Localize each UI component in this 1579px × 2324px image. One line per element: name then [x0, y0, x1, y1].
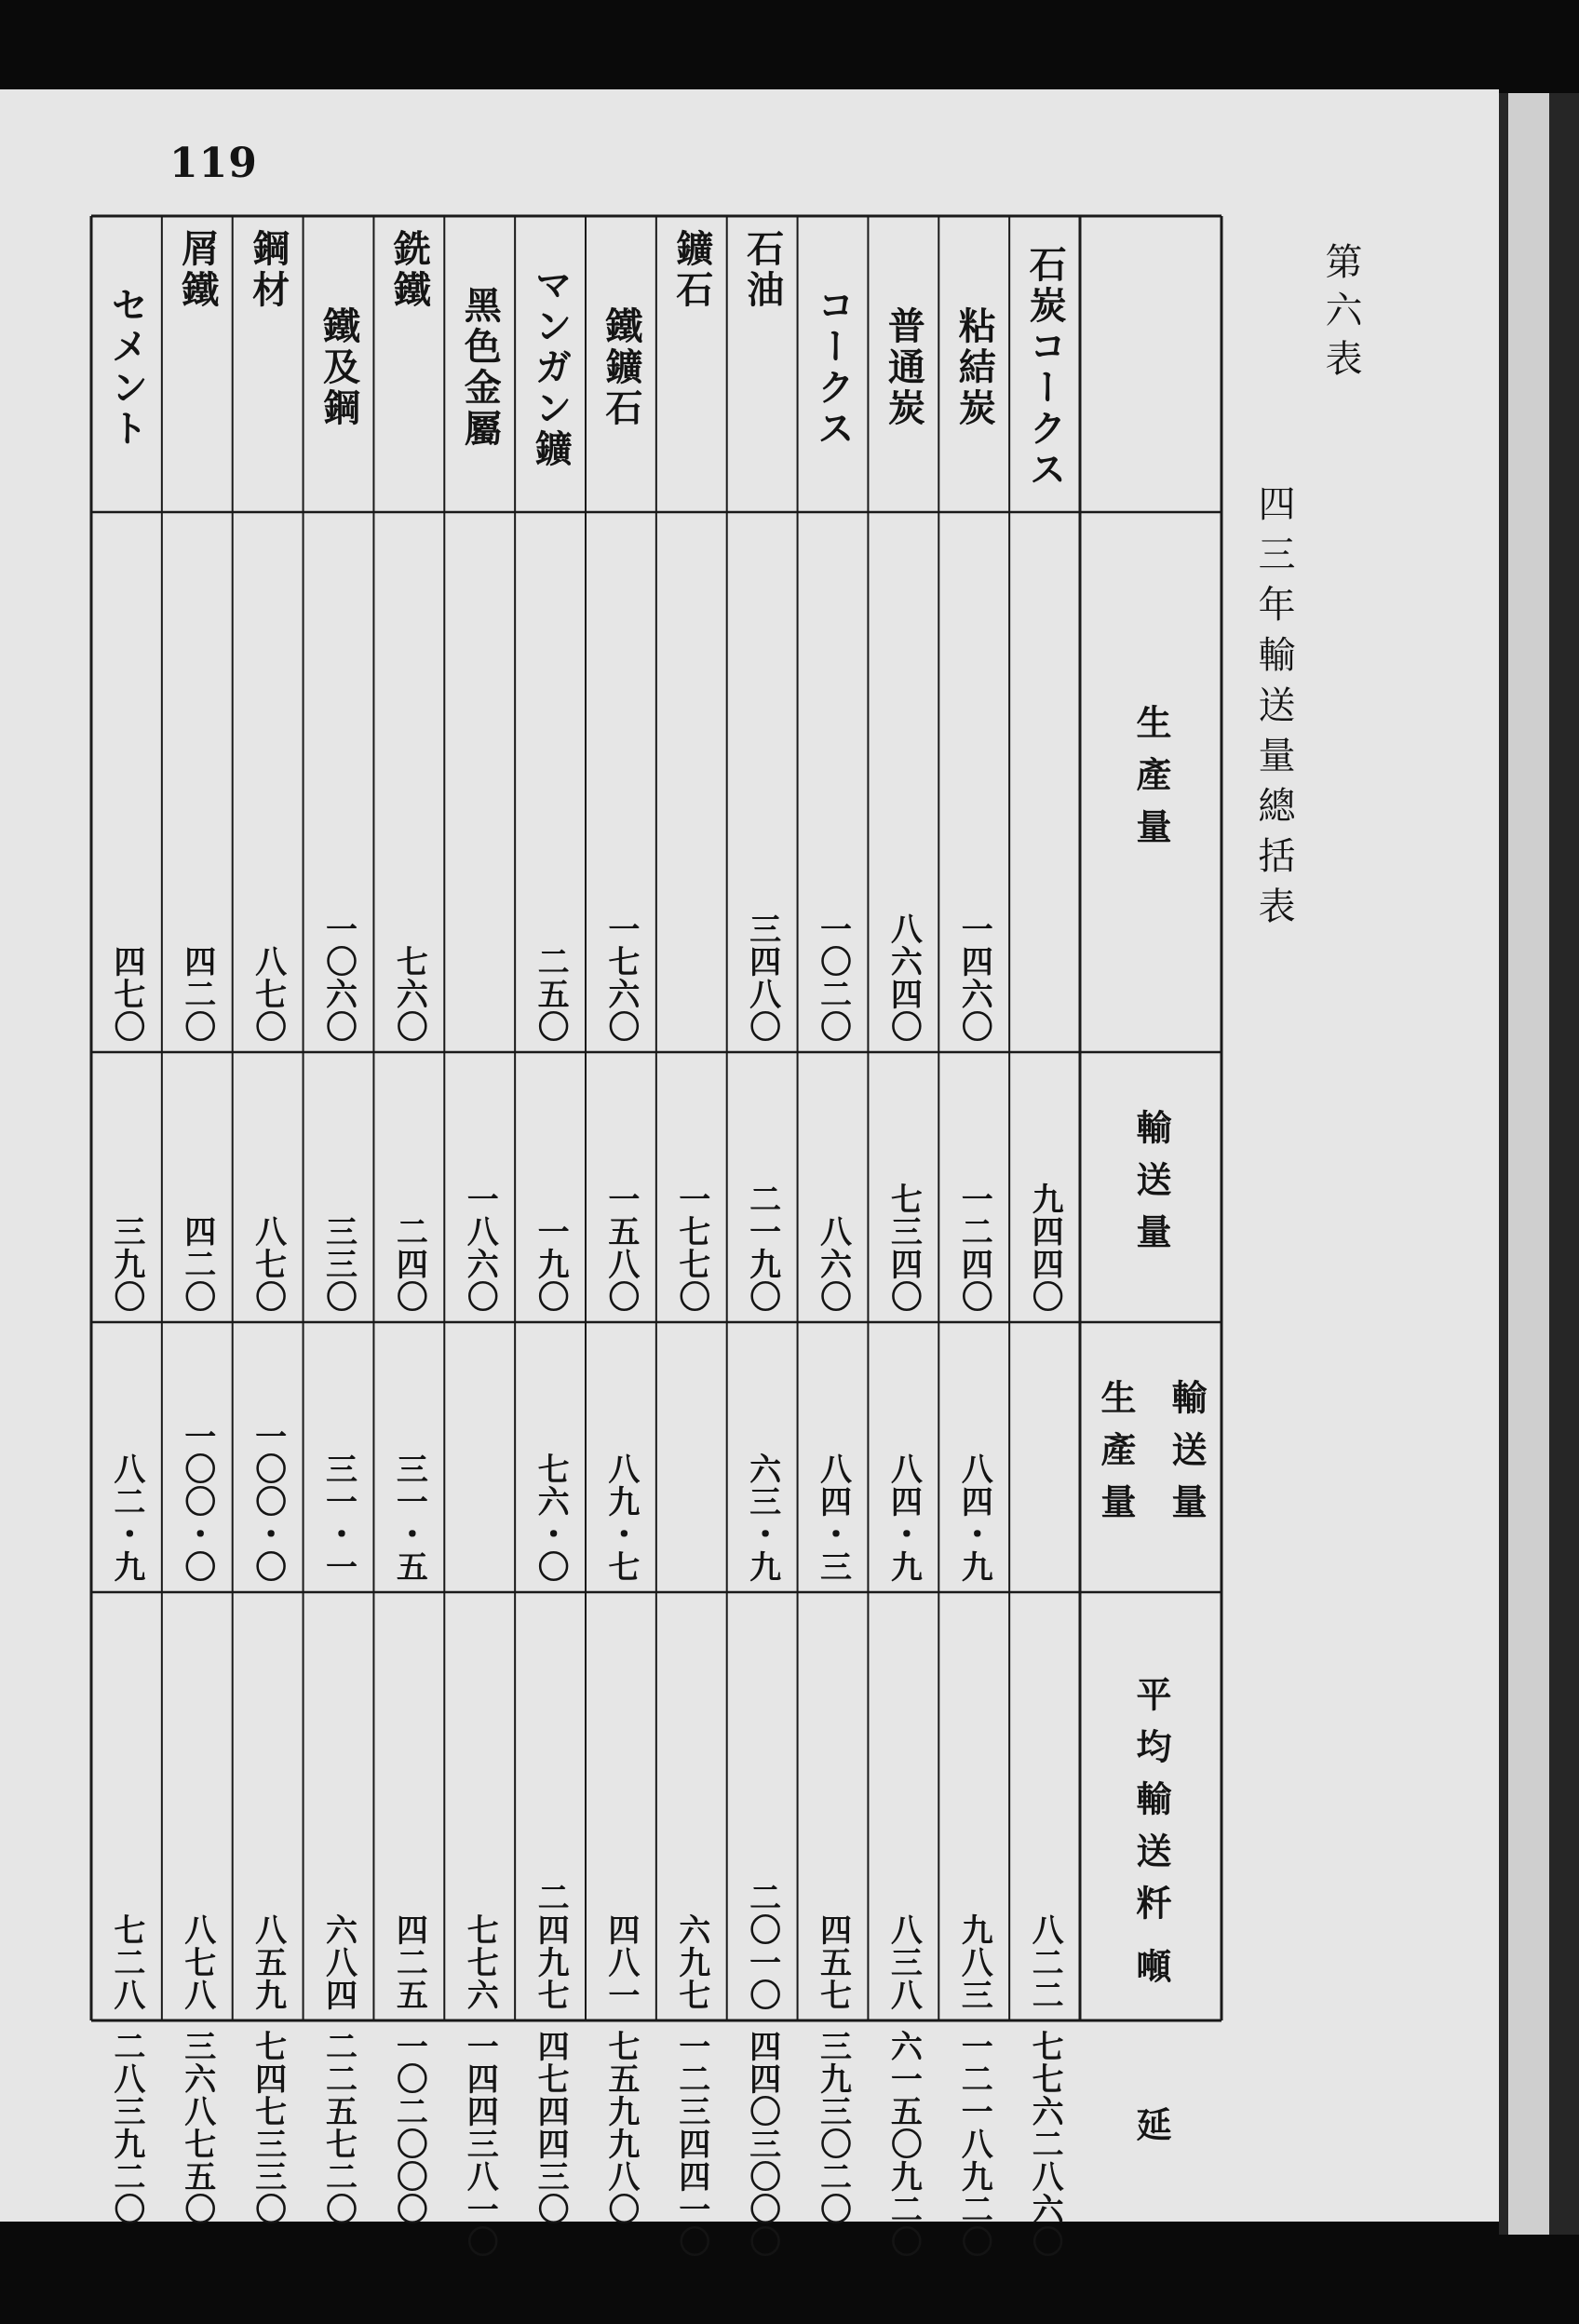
- cell-ton-km: 四四〇三〇〇〇: [743, 2030, 781, 2258]
- header-ton-km: 延: [1130, 2106, 1172, 2158]
- cell-production: [444, 521, 515, 1043]
- cell-distance: 二四九七: [532, 1881, 570, 2011]
- cell-ton-km: 六一五〇九二〇: [884, 2030, 923, 2258]
- cell-ton-km: 二二五七二〇: [319, 2030, 358, 2225]
- cell-distance: 四二五: [390, 1913, 428, 2011]
- cell-production: [656, 521, 727, 1043]
- item-name: セメント: [104, 286, 149, 450]
- cell-ratio: 八四・九: [955, 1452, 993, 1583]
- cell-transport: 一二四〇: [955, 1182, 993, 1313]
- item-name: コークス: [811, 286, 856, 450]
- cell-ratio: 三一・五: [390, 1452, 428, 1583]
- header-average-distance: 平均輸送粁: [1130, 1676, 1172, 1937]
- cell-ratio: 一〇〇・〇: [249, 1420, 287, 1583]
- cell-distance: 八五九: [249, 1913, 287, 2011]
- cell-ton-km: 七七六二八六〇: [1026, 2030, 1064, 2258]
- item-name: 黑色金屬: [458, 286, 503, 450]
- cell-production: 七六〇: [390, 945, 428, 1043]
- cell-ratio: 八四・三: [814, 1452, 852, 1583]
- cell-ton-km: 一四四三八一〇: [461, 2030, 499, 2258]
- cell-ratio: 七六・〇: [532, 1452, 570, 1583]
- item-name: 粘結炭: [952, 306, 997, 429]
- cell-transport: 一七七〇: [672, 1182, 710, 1313]
- item-name: 普通炭: [882, 306, 926, 429]
- header-production: 生產量: [1130, 704, 1172, 860]
- cell-production: 二五〇: [532, 945, 570, 1043]
- cell-transport: 一五八〇: [601, 1182, 640, 1313]
- cell-transport: 四二〇: [178, 1215, 216, 1313]
- cell-transport: 三三〇: [319, 1215, 358, 1313]
- item-name: 屑鐵: [175, 229, 220, 311]
- cell-ton-km: 四七四四三〇: [532, 2030, 570, 2225]
- cell-distance: 七七六: [461, 1913, 499, 2011]
- cell-production: 四二〇: [178, 945, 216, 1043]
- cell-ton-km: 七五九九八〇: [601, 2030, 640, 2225]
- header-ratio-denominator: 生產量: [1095, 1379, 1137, 1535]
- cell-ratio: [1009, 1331, 1080, 1583]
- item-name: マンガン鑛: [529, 265, 574, 470]
- cell-ratio: 六三・九: [743, 1452, 781, 1583]
- cell-distance: 四八一: [601, 1913, 640, 2011]
- cell-ratio: 一〇〇・〇: [178, 1420, 216, 1583]
- cell-ratio: [656, 1331, 727, 1583]
- cell-transport: 二四〇: [390, 1215, 428, 1313]
- cell-ton-km: 三九三〇二〇: [814, 2030, 852, 2225]
- cell-distance: 八二二: [1026, 1913, 1064, 2011]
- cell-ton-km: 七四七三三〇: [249, 2030, 287, 2225]
- cell-ton-km: 一〇二〇〇〇: [390, 2030, 428, 2225]
- cell-production: 三四八〇: [743, 912, 781, 1043]
- item-name: 石油: [740, 229, 785, 311]
- cell-transport: 三九〇: [107, 1215, 145, 1313]
- header-transport: 輸送量: [1130, 1109, 1172, 1265]
- cell-production: 八六四〇: [884, 912, 923, 1043]
- cell-transport: 八六〇: [814, 1215, 852, 1313]
- cell-production: 一〇二〇: [814, 912, 852, 1043]
- header-ton-km-unit: 噸: [1130, 1948, 1172, 2000]
- cell-ton-km: 二八三九二〇: [107, 2030, 145, 2225]
- cell-production: [1009, 521, 1080, 1043]
- cell-ratio: 八四・九: [884, 1452, 923, 1583]
- cell-distance: 七二八: [107, 1913, 145, 2011]
- page-number: 119: [169, 140, 258, 187]
- cell-transport: 一八六〇: [461, 1182, 499, 1313]
- header-ratio-numerator: 輸送量: [1166, 1379, 1208, 1535]
- table-title: 四三年輸送量總括表: [1252, 484, 1295, 937]
- cell-transport: 二一九〇: [743, 1182, 781, 1313]
- cell-distance: 二〇一〇: [743, 1881, 781, 2011]
- item-name: 鋼材: [246, 229, 290, 311]
- cell-ratio: [444, 1331, 515, 1583]
- cell-transport: 七三四〇: [884, 1182, 923, 1313]
- cell-distance: 八七八: [178, 1913, 216, 2011]
- item-name: 石炭コークス: [1023, 245, 1068, 491]
- cell-ratio: 三一・一: [319, 1452, 358, 1583]
- table-label: 第六表: [1319, 242, 1362, 387]
- cell-ton-km: 三六八七五〇: [178, 2030, 216, 2225]
- cell-ratio: 八二・九: [107, 1452, 145, 1583]
- cell-production: 四七〇: [107, 945, 145, 1043]
- item-name: 鐵及鋼: [317, 306, 361, 429]
- item-name: 銑鐵: [387, 229, 432, 311]
- cell-production: 一〇六〇: [319, 912, 358, 1043]
- cell-production: 一四六〇: [955, 912, 993, 1043]
- cell-transport: 八七〇: [249, 1215, 287, 1313]
- cell-ton-km: 一二一八九二〇: [955, 2030, 993, 2258]
- cell-transport: 一九〇: [532, 1215, 570, 1313]
- cell-transport: 九四四〇: [1026, 1182, 1064, 1313]
- cell-distance: 九八三: [955, 1913, 993, 2011]
- cell-distance: 六八四: [319, 1913, 358, 2011]
- cell-distance: 四五七: [814, 1913, 852, 2011]
- cell-ton-km: 一二三四四一〇: [672, 2030, 710, 2258]
- cell-distance: 八三八: [884, 1913, 923, 2011]
- cell-production: 八七〇: [249, 945, 287, 1043]
- cell-distance: 六九七: [672, 1913, 710, 2011]
- item-name: 鑛石: [669, 229, 714, 311]
- cell-production: 一七六〇: [601, 912, 640, 1043]
- item-name: 鐵鑛石: [599, 306, 643, 429]
- cell-ratio: 八九・七: [601, 1452, 640, 1583]
